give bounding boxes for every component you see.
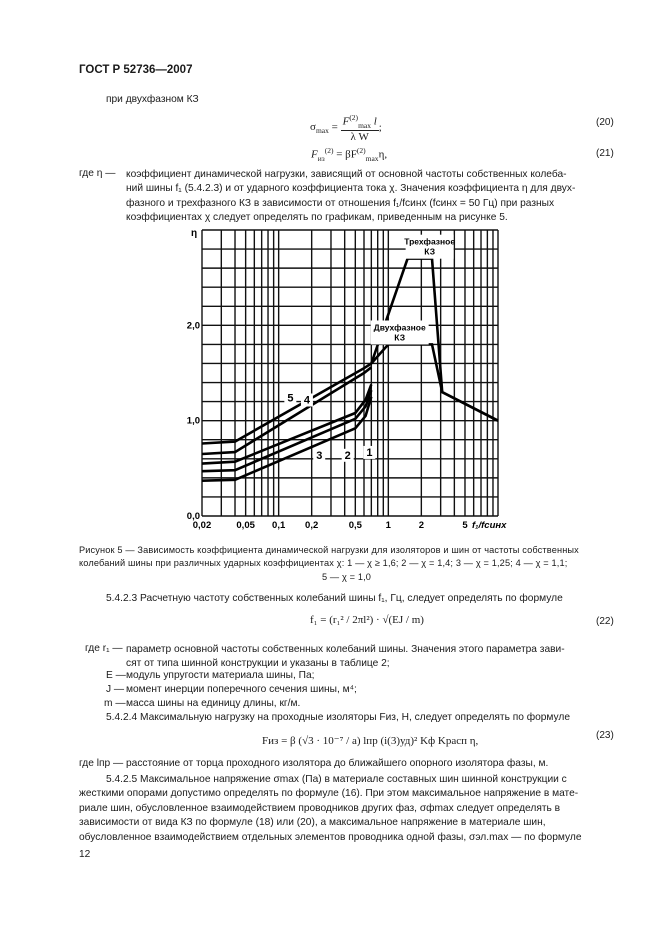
page-number: 12 [79,849,91,860]
y-axis-label: η [190,228,198,239]
eq20-fraction: $F^{(2)}_{max}$ l λ W [342,113,377,143]
chart-curves [202,259,498,481]
where-r1-term: где r₁ — [85,643,123,654]
series-line-1 [202,394,371,481]
x-axis-label: f₁/fсинх [472,520,507,531]
document-header: ГОСТ Р 52736—2007 [79,64,193,76]
figure-caption: Рисунок 5 — Зависимость коэффициента динамической нагрузки для изоляторов и шин от частоты собственных колебаний шины при различных ударных коэффициентах χ: 1 — χ ≥ 1,6; 2 — χ = 1,4; 3 — χ = 1,25; 4 — χ = 1,1; 5 — χ = 1,0 [79,545,579,582]
where-E-term: E — [106,670,126,681]
curve-label-2: 2 [344,449,351,462]
annotation-two-phase-line2: КЗ [394,332,406,343]
curve-label-1: 1 [366,446,373,459]
where-lpr: где lпр — расстояние от торца проходного изолятора до ближайшего опорного изолятора фазы, м. [79,758,549,769]
curve-label-3: 3 [316,449,323,462]
curve-label-4: 4 [303,394,311,407]
section-5-4-2-4: 5.4.2.4 Максимальную нагрузку на проходные изоляторы Fиз, Н, следует определять по формуле [106,712,571,723]
section-5-4-2-3: 5.4.2.3 Расчетную частоту собственных колебаний шины f₁, Гц, следует определять по формуле [106,593,563,604]
where-m-term: m — [104,698,126,709]
where-E-description: модуль упругости материала шины, Па; [126,670,315,681]
equation-22-number: (22) [596,616,614,627]
equation-21: $F_{из}^{(2)} = \beta F^{(2)}_{max}\eta$, [311,146,388,163]
x-tick-label: 0,02 [192,520,212,531]
equation-23: Fиз = β (√3 · 10⁻⁷ / a) lпр (i(3)уд)² Kф Kрасп η, [262,735,479,747]
figure-5-chart [180,224,510,536]
x-tick-label: 2 [418,520,424,531]
where-r1-description: параметр основной частоты собственных колебаний шины. Значения этого параметра зави- сят от типа шинной конструкции и указаны в таблице 2; [126,644,565,670]
equation-20-number: (20) [596,117,614,128]
equation-20: $\sigma_{max}$ = $F^{(2)}_{max}$ l λ W ; [310,113,382,143]
equation-21-number: (21) [596,148,614,159]
where-J-term: J — [106,684,125,695]
section-5-4-2-5: 5.4.2.5 Максимальное напряжение σmax (Па) в материале составных шин шинной конструкции с жесткими опорами допустимо определять по формуле (16). При этом максимальное напряжение в мате- риале шин, обусловленное взаимодействием проводников других фаз, σфmax следует определять в зависимости от вида КЗ по формуле (18) или (20), а максимальное напряжение в материале шин, обусловленное взаимодействием отдельных элементов проводника одной фазы, σэл.max — по формуле [79,774,582,843]
annotation-three-phase-line2: КЗ [424,246,436,257]
x-tick-label: 5 [462,520,468,531]
where-m-description: масса шины на единицу длины, кг/м. [126,698,301,709]
y-tick-label: 0,0 [186,511,200,522]
equation-23-number: (23) [596,730,614,741]
x-tick-label: 0,05 [236,520,255,531]
chart-grid [202,230,498,516]
where-J-description: момент инерции поперечного сечения шины, м⁴; [126,684,357,695]
y-tick-label: 1,0 [186,415,200,427]
x-tick-label: 0,2 [305,520,319,531]
eq20-lhs: $\sigma_{max}$ [310,121,329,136]
x-tick-label: 0,1 [272,520,286,531]
x-tick-label: 0,5 [348,520,362,531]
equation-22: f₁ = (r₁² / 2πl²) · √(EJ / m) [310,614,424,626]
curve-label-5: 5 [287,392,294,405]
y-tick-label: 2,0 [186,320,200,332]
annotation-three-phase-line1: Трехфазное [404,236,456,247]
annotation-two-phase-line1: Двухфазное [373,322,426,333]
where-eta-term: где η — [79,168,116,179]
intro-text: при двухфазном КЗ [106,94,199,105]
where-eta-description: коэффициент динамической нагрузки, зависящий от основной частоты собственных колеба- ний шины f₁ (5.4.2.3) и от ударного коэффициента тока χ. Значения коэффициента η для двух- фазного и трехфазного КЗ в зависимости от отношения f₁/fсинх (fсинх = 50 Гц) при разных коэффициентах χ следует определять по графикам, приведенным на рисунке 5. [126,169,576,224]
x-tick-label: 1 [385,520,391,531]
